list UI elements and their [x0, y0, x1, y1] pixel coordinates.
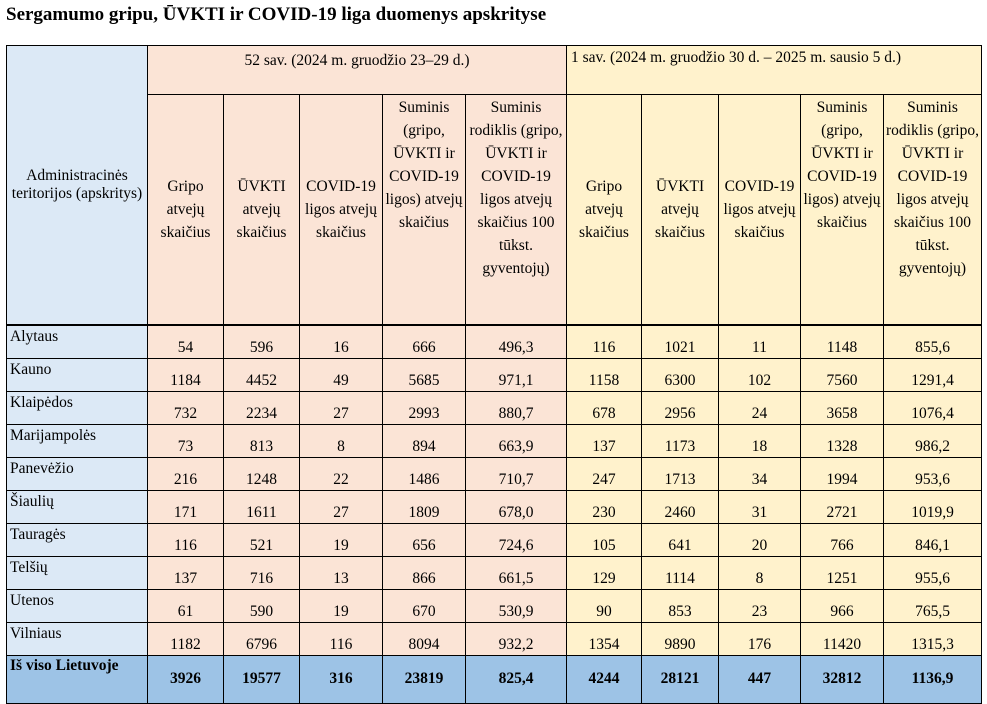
total-cell: 32812: [801, 655, 884, 703]
col-header-uvkti-w52: ŪVKTI atvejų skaičius: [224, 95, 300, 325]
table-row: [7, 556, 982, 589]
table-cell: 932,2: [466, 622, 567, 655]
table-row: [7, 424, 982, 457]
table-cell: 247: [567, 457, 642, 490]
table-cell: 7560: [801, 358, 884, 391]
table-cell: 853: [642, 589, 719, 622]
table-cell: 1809: [383, 490, 466, 523]
table-cell: 661,5: [466, 556, 567, 589]
table-cell: 710,7: [466, 457, 567, 490]
table-cell: 1291,4: [884, 358, 982, 391]
table-cell: 1994: [801, 457, 884, 490]
table-cell: 716: [224, 556, 300, 589]
table-cell: 27: [300, 391, 383, 424]
table-body: [7, 325, 982, 704]
total-cell: 28121: [642, 655, 719, 703]
region-name: Marijampolės: [7, 424, 148, 457]
week52-header: 52 sav. (2024 m. gruodžio 23–29 d.): [148, 46, 567, 95]
total-label: Iš viso Lietuvoje: [7, 655, 148, 703]
table-cell: 1184: [148, 358, 224, 391]
col-header-covid-w1: COVID-19 ligos atvejų skaičius: [719, 95, 801, 325]
table-cell: 1019,9: [884, 490, 982, 523]
table-cell: 116: [567, 325, 642, 359]
table-cell: 102: [719, 358, 801, 391]
table-cell: 1315,3: [884, 622, 982, 655]
table-row: [7, 325, 982, 359]
region-name: Kauno: [7, 358, 148, 391]
table-cell: 116: [300, 622, 383, 655]
table-cell: 230: [567, 490, 642, 523]
table-cell: 9890: [642, 622, 719, 655]
table-cell: 855,6: [884, 325, 982, 359]
total-cell: 23819: [383, 655, 466, 703]
region-name: Panevėžio: [7, 457, 148, 490]
col-header-total-cases-w52: Suminis (gripo, ŪVKTI ir COVID-19 ligos) atvejų skaičius: [383, 95, 466, 325]
table-cell: 137: [567, 424, 642, 457]
table-cell: 8: [719, 556, 801, 589]
table-cell: 19: [300, 523, 383, 556]
table-cell: 73: [148, 424, 224, 457]
table-cell: 866: [383, 556, 466, 589]
table-cell: 23: [719, 589, 801, 622]
table-cell: 11420: [801, 622, 884, 655]
table-cell: 137: [148, 556, 224, 589]
table-cell: 31: [719, 490, 801, 523]
table-cell: 1486: [383, 457, 466, 490]
region-name: Alytaus: [7, 325, 148, 359]
table-cell: 1076,4: [884, 391, 982, 424]
table-cell: 24: [719, 391, 801, 424]
table-cell: 678: [567, 391, 642, 424]
col-header-uvkti-w1: ŪVKTI atvejų skaičius: [642, 95, 719, 325]
table-cell: 986,2: [884, 424, 982, 457]
table-cell: 8094: [383, 622, 466, 655]
table-cell: 1354: [567, 622, 642, 655]
table-cell: 765,5: [884, 589, 982, 622]
table-cell: 590: [224, 589, 300, 622]
region-name: Vilniaus: [7, 622, 148, 655]
table-cell: 18: [719, 424, 801, 457]
total-cell: 825,4: [466, 655, 567, 703]
table-cell: 966: [801, 589, 884, 622]
table-row: [7, 622, 982, 655]
table-row: [7, 391, 982, 424]
total-row: [7, 655, 982, 703]
table-cell: 894: [383, 424, 466, 457]
table-row: [7, 358, 982, 391]
table-cell: 2721: [801, 490, 884, 523]
table-cell: 216: [148, 457, 224, 490]
table-cell: 13: [300, 556, 383, 589]
table-cell: 678,0: [466, 490, 567, 523]
col-header-rate-w1: Suminis rodiklis (gripo, ŪVKTI ir COVID-19 ligos atvejų skaičius 100 tūkst. gyventojų): [884, 95, 982, 325]
table-cell: 596: [224, 325, 300, 359]
table-cell: 116: [148, 523, 224, 556]
col-header-rate-w52: Suminis rodiklis (gripo, ŪVKTI ir COVID-19 ligos atvejų skaičius 100 tūkst. gyventojų): [466, 95, 567, 325]
total-cell: 447: [719, 655, 801, 703]
table-cell: 5685: [383, 358, 466, 391]
table-cell: 1248: [224, 457, 300, 490]
table-cell: 16: [300, 325, 383, 359]
week1-header: 1 sav. (2024 m. gruodžio 30 d. – 2025 m. sausio 5 d.): [567, 46, 982, 95]
table-cell: 20: [719, 523, 801, 556]
table-cell: 6796: [224, 622, 300, 655]
table-cell: 1182: [148, 622, 224, 655]
total-cell: 1136,9: [884, 655, 982, 703]
region-name: Šiaulių: [7, 490, 148, 523]
table-cell: 666: [383, 325, 466, 359]
table-cell: 663,9: [466, 424, 567, 457]
table-cell: 953,6: [884, 457, 982, 490]
table-cell: 971,1: [466, 358, 567, 391]
page-title: Sergamumo gripu, ŪVKTI ir COVID-19 liga duomenys apskrityse: [6, 4, 547, 25]
table-cell: 4452: [224, 358, 300, 391]
table-cell: 176: [719, 622, 801, 655]
region-name: Telšių: [7, 556, 148, 589]
table-cell: 1611: [224, 490, 300, 523]
table-cell: 105: [567, 523, 642, 556]
table-cell: 54: [148, 325, 224, 359]
table-cell: 27: [300, 490, 383, 523]
table-cell: 19: [300, 589, 383, 622]
data-table: [6, 45, 982, 704]
table-cell: 171: [148, 490, 224, 523]
region-name: Utenos: [7, 589, 148, 622]
table-cell: 955,6: [884, 556, 982, 589]
table-cell: 129: [567, 556, 642, 589]
table-cell: 8: [300, 424, 383, 457]
table-cell: 732: [148, 391, 224, 424]
table-cell: 2993: [383, 391, 466, 424]
table-cell: 49: [300, 358, 383, 391]
table-cell: 3658: [801, 391, 884, 424]
table-cell: 496,3: [466, 325, 567, 359]
table-cell: 813: [224, 424, 300, 457]
table-cell: 880,7: [466, 391, 567, 424]
table-cell: 656: [383, 523, 466, 556]
table-cell: 724,6: [466, 523, 567, 556]
table-cell: 34: [719, 457, 801, 490]
region-name: Klaipėdos: [7, 391, 148, 424]
col-header-covid-w52: COVID-19 ligos atvejų skaičius: [300, 95, 383, 325]
table-cell: 6300: [642, 358, 719, 391]
col-header-flu-w1: Gripo atvejų skaičius: [567, 95, 642, 325]
region-name: Tauragės: [7, 523, 148, 556]
table-cell: 846,1: [884, 523, 982, 556]
table-row: [7, 457, 982, 490]
admin-header: Administracinės teritorijos (apskritys): [7, 46, 148, 325]
table-cell: 1173: [642, 424, 719, 457]
total-cell: 19577: [224, 655, 300, 703]
table-cell: 1158: [567, 358, 642, 391]
table-cell: 670: [383, 589, 466, 622]
table-cell: 2234: [224, 391, 300, 424]
col-header-flu-w52: Gripo atvejų skaičius: [148, 95, 224, 325]
table-row: [7, 490, 982, 523]
table-cell: 530,9: [466, 589, 567, 622]
table-cell: 22: [300, 457, 383, 490]
table-cell: 766: [801, 523, 884, 556]
table-cell: 1713: [642, 457, 719, 490]
table-cell: 90: [567, 589, 642, 622]
table-row: [7, 589, 982, 622]
table-cell: 1148: [801, 325, 884, 359]
table-cell: 1114: [642, 556, 719, 589]
table-cell: 1328: [801, 424, 884, 457]
total-cell: 316: [300, 655, 383, 703]
table-cell: 2460: [642, 490, 719, 523]
total-cell: 4244: [567, 655, 642, 703]
table-cell: 1021: [642, 325, 719, 359]
table-cell: 61: [148, 589, 224, 622]
table-row: [7, 523, 982, 556]
col-header-total-cases-w1: Suminis (gripo, ŪVKTI ir COVID-19 ligos) atvejų skaičius: [801, 95, 884, 325]
table-cell: 641: [642, 523, 719, 556]
total-cell: 3926: [148, 655, 224, 703]
table-cell: 521: [224, 523, 300, 556]
table-cell: 1251: [801, 556, 884, 589]
table-cell: 2956: [642, 391, 719, 424]
table-cell: 11: [719, 325, 801, 359]
